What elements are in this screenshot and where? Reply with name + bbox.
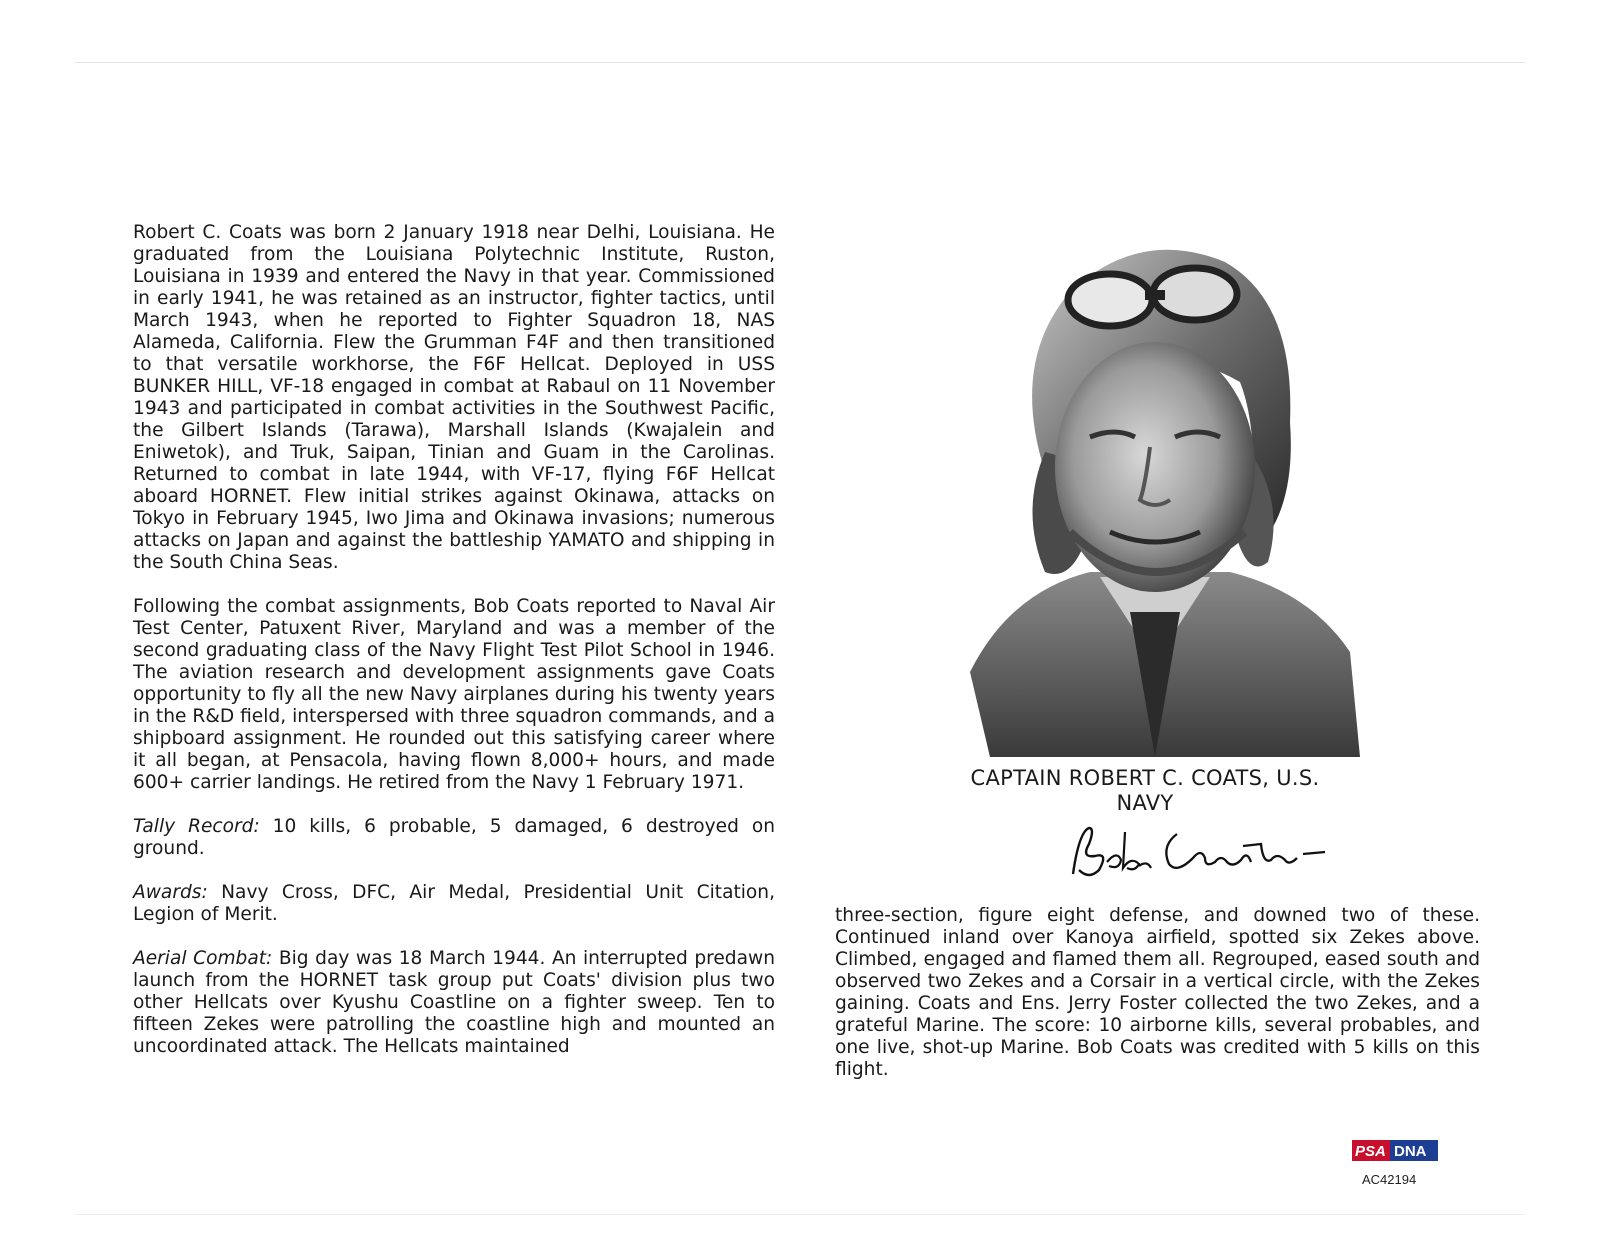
svg-text:DNA: DNA [1394, 1143, 1427, 1160]
bottom-rule [75, 1214, 1525, 1215]
biography-column [133, 222, 775, 1080]
awards-label: Awards: [133, 882, 208, 903]
aerial-combat [133, 948, 775, 1058]
awards-text: Navy Cross, DFC, Air Medal, Presidential Unit Citation, Legion of Merit. [133, 882, 775, 925]
svg-text:PSA: PSA [1355, 1143, 1386, 1160]
aerial-combat-text: Big day was 18 March 1944. An interrupted predawn launch from the HORNET task group put Coats' division plus two other Hellcats over Kyushu Coastline on a fighter sweep. Ten to fifteen Zekes were patrolling the coastline high and mounted an uncoordinated attack. The Hellcats maintained [133, 948, 775, 1057]
caption-line-1: CAPTAIN ROBERT C. COATS, U.S. [970, 766, 1320, 790]
awards [133, 882, 775, 926]
portrait-caption [935, 766, 1355, 816]
psa-dna-logo [1352, 1140, 1438, 1161]
bio-paragraph-1: Robert C. Coats was born 2 January 1918 near Delhi, Louisiana. He graduated from the Louisiana Polytechnic Institute, Ruston, Louisiana in 1939 and entered the Navy in that year. Commissioned in early 1941, he was retained as an instructor, fighter tactics, until March 1943, when he reported to Fighter Squadron 18, NAS Alameda, California. Flew the Grumman F4F and then transitioned to that versatile workhorse, the F6F Hellcat. Deployed in USS BUNKER HILL, VF-18 engaged in combat at Rabaul on 11 November 1943 and participated in combat activities in the Southwest Pacific, the Gilbert Islands (Tarawa), Marshall Islands (Kwajalein and Eniwetok), and Truk, Saipan, Tinian and Guam in the Carolinas. Returned to combat in late 1944, with VF-17, flying F6F Hellcat aboard HORNET. Flew initial strikes against Okinawa, attacks on Tokyo in February 1945, Iwo Jima and Okinawa invasions; numerous attacks on Japan and against the battleship YAMATO and shipping in the South China Seas. [133, 222, 775, 573]
tally-label: Tally Record: [133, 816, 260, 837]
aerial-combat-label: Aerial Combat: [133, 948, 273, 969]
tally-text: 10 kills, 6 probable, 5 damaged, 6 destroyed on ground. [133, 816, 775, 859]
aerial-combat-continued [835, 905, 1480, 1081]
top-rule [75, 62, 1525, 63]
pilot-portrait [950, 232, 1365, 757]
aerial-combat-continuation: three-section, figure eight defense, and downed two of these. Continued inland over Kanoya airfield, spotted six Zekes above. Climbed, engaged and flamed them all. Regrouped, eased south and observed two Zekes and a Corsair in a vertical circle, with the Zekes gaining. Coats and Ens. Jerry Foster collected the two Zekes, and a grateful Marine. The score: 10 airborne kills, several probables, and one live, shot-up Marine. Bob Coats was credited with 5 kills on this flight. [835, 905, 1480, 1080]
caption-line-2: NAVY [1116, 791, 1174, 815]
bio-paragraph-2: Following the combat assignments, Bob Coats reported to Naval Air Test Center, Patuxent River, Maryland and was a member of the second graduating class of the Navy Flight Test Pilot School in 1946. The aviation research and development assignments gave Coats opportunity to fly all the new Navy airplanes during his twenty years in the R&D field, interspersed with three squadron commands, and a shipboard assignment. He rounded out this satisfying career where it all began, at Pensacola, having flown 8,000+ hours, and made 600+ carrier landings. He retired from the Navy 1 February 1971. [133, 596, 775, 793]
tally-record [133, 816, 775, 860]
authentication-code: AC42194 [1362, 1172, 1417, 1187]
handwritten-signature [1065, 822, 1330, 882]
